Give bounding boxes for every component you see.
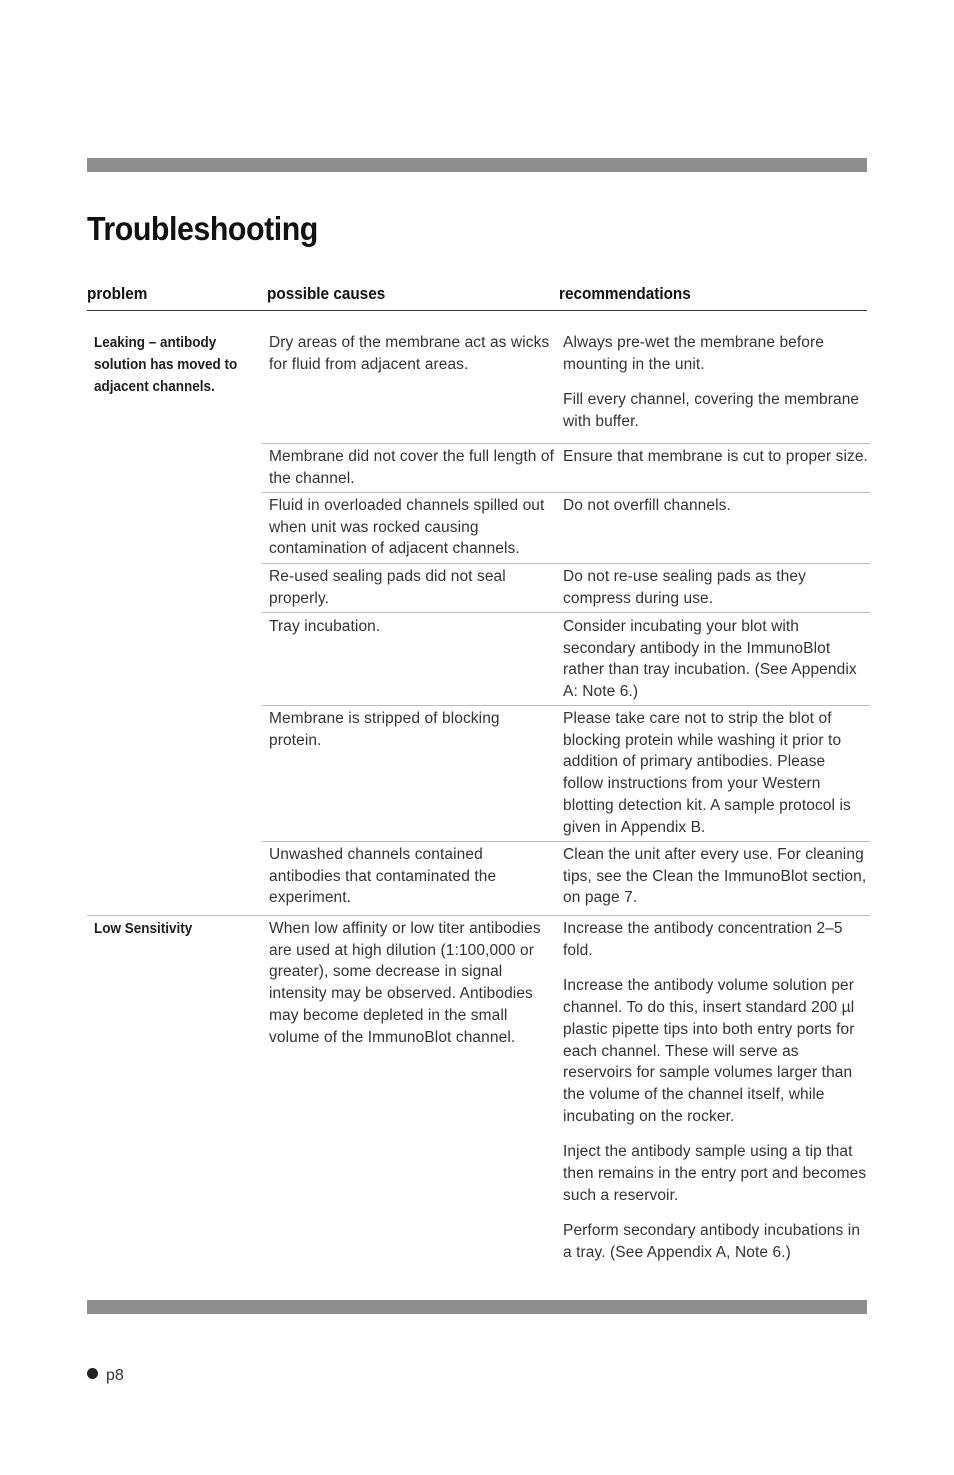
recommendation-text: Inject the antibody sample using a tip that then remains in the entry port and becomes such a reservoir. — [563, 1143, 867, 1204]
recommendation-text: Please take care not to strip the blot of blocking protein while washing it prior to addition of primary antibodies. Please follow instructions from your Western blotting detection kit. A sample protocol is given in Appendix B. — [563, 710, 851, 836]
table-row-cause: Tray incubation. — [269, 618, 381, 635]
table-row-recommendation — [563, 616, 868, 703]
table-row-recommendation — [563, 332, 868, 433]
problem-low-sensitivity: Low Sensitivity — [94, 920, 193, 937]
group-divider — [87, 915, 870, 916]
row-divider — [262, 841, 870, 842]
top-divider-bar — [87, 158, 867, 172]
recommendation-text: Ensure that membrane is cut to proper size. — [563, 448, 868, 465]
page-title: Troubleshooting — [87, 210, 318, 247]
table-row-cause: Dry areas of the membrane act as wicks for fluid from adjacent areas. — [269, 334, 550, 373]
table-row-recommendation — [563, 918, 868, 1264]
row-divider — [262, 612, 870, 613]
table-row-recommendation — [563, 844, 868, 909]
recommendation-text: Do not overfill channels. — [563, 497, 731, 514]
recommendation-text: Do not re-use sealing pads as they compress during use. — [563, 568, 806, 607]
row-divider — [262, 563, 870, 564]
recommendation-text: Increase the antibody volume solution per channel. To do this, insert standard 200 µl plastic pipette tips into both entry ports for each channel. These will serve as reservoirs for sample volumes larger than the volume of the channel itself, while incubating on the rocker. — [563, 977, 855, 1125]
page-number: p8 — [106, 1367, 124, 1384]
page-footer — [87, 1367, 124, 1385]
table-row-recommendation — [563, 566, 868, 609]
bullet-icon — [87, 1368, 98, 1379]
recommendation-text: Perform secondary antibody incubations in a tray. (See Appendix A, Note 6.) — [563, 1222, 861, 1262]
row-divider — [262, 492, 870, 493]
row-divider — [262, 705, 870, 706]
bottom-divider-bar — [87, 1300, 867, 1314]
table-row-cause: Membrane did not cover the full length of the channel. — [269, 448, 554, 487]
recommendation-text: Fill every channel, covering the membrane with buffer. — [563, 391, 860, 431]
row-divider — [262, 443, 870, 444]
header-possible-causes: possible causes — [267, 284, 386, 303]
table-row-cause: Membrane is stripped of blocking protein. — [269, 710, 500, 749]
problem-leaking: Leaking – antibody solution has moved to adjacent channels. — [94, 334, 238, 395]
header-problem: problem — [87, 284, 148, 303]
table-row-cause: Re-used sealing pads did not seal properly. — [269, 568, 506, 607]
recommendation-text: Clean the unit after every use. For cleaning tips, see the Clean the ImmunoBlot section, on page 7. — [563, 846, 867, 907]
recommendation-text: Always pre-wet the membrane before mounting in the unit. — [563, 334, 824, 373]
table-row-recommendation — [563, 495, 868, 517]
table-row-recommendation — [563, 446, 868, 468]
recommendation-text: Increase the antibody concentration 2–5 fold. — [563, 920, 843, 959]
table-row-cause: When low affinity or low titer antibodies are used at high dilution (1:100,000 or greater), some decrease in signal intensity may be observed. Antibodies may become depleted in the small volume of the ImmunoBlot channel. — [269, 920, 541, 1046]
recommendation-text: Consider incubating your blot with secondary antibody in the ImmunoBlot rather than tray incubation. (See Appendix A: Note 6.) — [563, 618, 857, 701]
header-recommendations: recommendations — [559, 284, 691, 303]
table-header — [87, 282, 867, 311]
table-row-cause: Unwashed channels contained antibodies that contaminated the experiment. — [269, 846, 497, 907]
table-row-cause: Fluid in overloaded channels spilled out when unit was rocked causing contamination of adjacent channels. — [269, 497, 545, 558]
table-row-recommendation — [563, 708, 868, 838]
